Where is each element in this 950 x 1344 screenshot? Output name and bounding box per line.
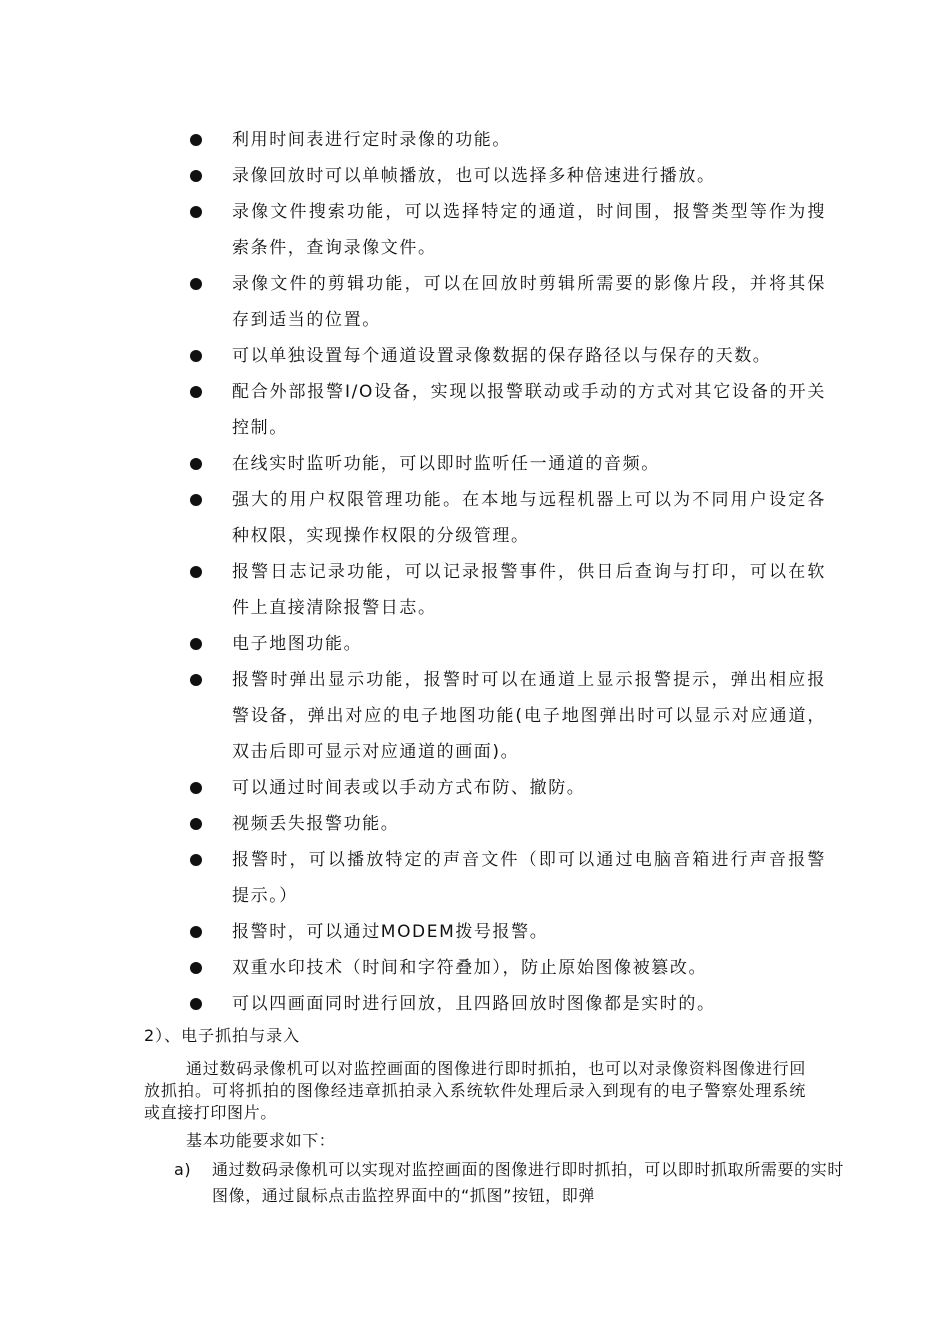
requirement-item-a <box>174 1157 844 1209</box>
bullet-icon <box>190 134 202 146</box>
bullet-text: 配合外部报警I/O设备，实现以报警联动或手动的方式对其它设备的开关控制。 <box>232 382 826 438</box>
bullet-text: 报警时弹出显示功能，报警时可以在通道上显示报警提示，弹出相应报警设备，弹出对应的电子地图功能(电子地图弹出时可以显示对应通道，双击后即可显示对应通道的画面)。 <box>232 670 826 762</box>
bullet-text: 录像回放时可以单帧播放，也可以选择多种倍速进行播放。 <box>232 166 716 186</box>
list-item <box>186 842 826 914</box>
list-item <box>186 914 826 950</box>
list-item <box>186 122 826 158</box>
bullet-icon <box>190 998 202 1010</box>
bullet-text: 在线实时监听功能，可以即时监听任一通道的音频。 <box>232 454 660 474</box>
bullet-text: 可以通过时间表或以手动方式布防、撤防。 <box>232 778 586 798</box>
bullet-text: 利用时间表进行定时录像的功能。 <box>232 130 511 150</box>
list-item <box>186 986 826 1022</box>
list-item <box>186 266 826 338</box>
bullet-text: 报警日志记录功能，可以记录报警事件，供日后查询与打印，可以在软件上直接清除报警日志。 <box>232 562 826 618</box>
bullet-icon <box>190 818 202 830</box>
bullet-icon <box>190 170 202 182</box>
list-item <box>186 194 826 266</box>
list-item <box>186 482 826 554</box>
bullet-text: 视频丢失报警功能。 <box>232 814 400 834</box>
bullet-text: 强大的用户权限管理功能。在本地与远程机器上可以为不同用户设定各种权限，实现操作权限的分级管理。 <box>232 490 826 546</box>
list-item <box>186 374 826 446</box>
body-paragraph: 通过数码录像机可以对监控画面的图像进行即时抓拍，也可以对录像资料图像进行回放抓拍。可将抓拍的图像经违章抓拍录入系统软件处理后录入到现有的电子警察处理系统或直接打印图片。 <box>144 1059 806 1122</box>
item-text: 通过数码录像机可以实现对监控画面的图像进行即时抓拍，可以即时抓取所需要的实时图像，通过鼠标点击监控界面中的“抓图”按钮，即弹 <box>212 1160 844 1205</box>
bullet-icon <box>190 350 202 362</box>
bullet-icon <box>190 206 202 218</box>
bullet-icon <box>190 458 202 470</box>
section-heading: 2）、电子抓拍与录入 <box>144 1026 301 1045</box>
bullet-icon <box>190 854 202 866</box>
bullet-icon <box>190 638 202 650</box>
bullet-text: 可以四画面同时进行回放，且四路回放时图像都是实时的。 <box>232 994 716 1014</box>
bullet-icon <box>190 782 202 794</box>
list-item <box>186 446 826 482</box>
list-item <box>186 554 826 626</box>
list-item <box>186 950 826 986</box>
feature-bullet-list <box>186 122 826 1022</box>
bullet-text: 报警时，可以通过MODEM拨号报警。 <box>232 922 549 942</box>
bullet-text: 报警时，可以播放特定的声音文件（即可以通过电脑音箱进行声音报警提示。） <box>232 850 826 906</box>
list-item <box>186 662 826 770</box>
bullet-text: 双重水印技术（时间和字符叠加），防止原始图像被篡改。 <box>232 958 708 978</box>
list-item <box>186 770 826 806</box>
bullet-text: 可以单独设置每个通道设置录像数据的保存路径以与保存的天数。 <box>232 346 772 366</box>
bullet-icon <box>190 962 202 974</box>
bullet-icon <box>190 494 202 506</box>
item-marker: a) <box>174 1160 192 1179</box>
bullet-text: 录像文件搜索功能，可以选择特定的通道，时间围，报警类型等作为搜索条件，查询录像文件。 <box>232 202 826 258</box>
bullet-icon <box>190 386 202 398</box>
requirements-intro: 基本功能要求如下： <box>186 1131 336 1150</box>
list-item <box>186 158 826 194</box>
list-item <box>186 626 826 662</box>
bullet-icon <box>190 566 202 578</box>
bullet-icon <box>190 278 202 290</box>
bullet-icon <box>190 674 202 686</box>
list-item <box>186 338 826 374</box>
list-item <box>186 806 826 842</box>
bullet-icon <box>190 926 202 938</box>
bullet-text: 录像文件的剪辑功能，可以在回放时剪辑所需要的影像片段，并将其保存到适当的位置。 <box>232 274 826 330</box>
bullet-text: 电子地图功能。 <box>232 634 363 654</box>
